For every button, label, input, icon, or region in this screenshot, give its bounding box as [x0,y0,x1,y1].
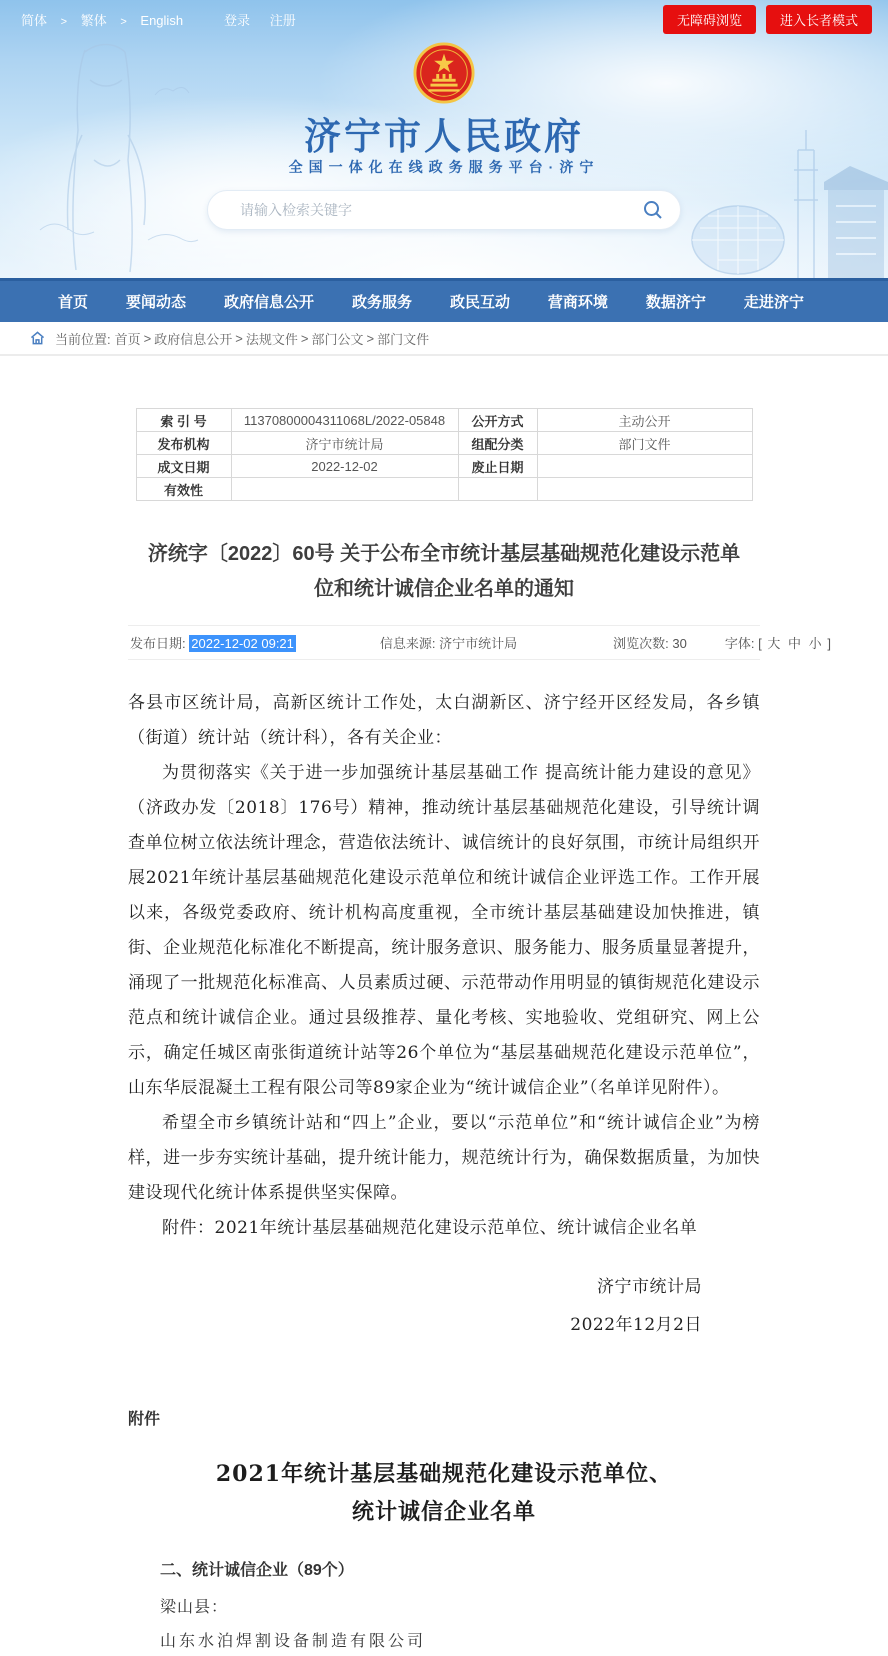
auth-links [216,10,304,29]
font-size-small-button[interactable]: 小 [808,636,822,651]
home-icon[interactable] [30,331,45,345]
table-row [136,432,752,455]
body-paragraph: 为贯彻落实《关于进一步加强统计基层基础工作 提高统计能力建设的意见》（济政办发〔2018〕176号）精神，推动统计基层基础规范化建设，引导统计调查单位树立依法统计理念，营造依法统计、诚信统计的良好氛围，市统计局组织开展2021年统计基层基础规范化建设示范单位和统计诚信企业评选工作。工作开展以来，各级党委政府、统计机构高度重视，全市统计基层基础建设加快推进，镇街、企业规范化标准化不断提高，统计服务意识、服务能力、服务质量显著提升，涌现了一批规范化标准高、人员素质过硬、示范带动作用明显的镇街规范化建设示范点和统计诚信企业。通过县级推荐、量化考核、实地验收、党组研究、网上公示，确定任城区南张街道统计站等26个单位为“基层基础规范化建设示范单位”，山东华辰混凝土工程有限公司等89家企业为“统计诚信企业”（名单详见附件）。 [128,763,760,1098]
breadcrumb-separator: > [366,330,375,346]
annex-title-line1: 2021年统计基层基础规范化建设示范单位、 [215,1461,673,1487]
font-size-large-button[interactable]: 大 [767,636,781,651]
main-nav [0,278,888,322]
font-size-control: 字体: [ 大 中 小 ] [724,636,831,651]
document-body [128,686,760,1344]
signature-date: 2022年12月2日 [570,1315,702,1335]
nav-item-business-env[interactable]: 营商环境 [547,294,608,311]
table-row [136,455,752,478]
issuing-agency-label: 发布机构 [136,432,231,455]
publish-date-value-selected: 2022-12-02 09:21 [191,636,294,651]
salutation-paragraph: 各县市区统计局，高新区统计工作处，太白湖新区、济宁经开区经发局，各乡镇（街道）统计站（统计科），各有关企业： [128,693,760,748]
info-source: 信息来源: 济宁市统计局 [379,636,518,651]
nav-item-about[interactable]: 走进济宁 [743,294,804,311]
font-size-medium-button[interactable]: 中 [788,636,802,651]
repeal-date-label: 废止日期 [458,455,537,478]
body-paragraph: 希望全市乡镇统计站和“四上”企业，要以“示范单位”和“统计诚信企业”为榜样，进一步夯实统计基础，提升统计能力，规范统计行为，确保数据质量，为加快建设现代化统计体系提供坚实保障。 [128,1113,760,1203]
lang-separator: > [120,15,127,28]
breadcrumb-item-dept-docs[interactable]: 部门公文 [311,331,364,347]
lang-traditional-link[interactable]: 繁体 [80,12,107,28]
login-link[interactable]: 登录 [224,12,251,28]
disclosure-method-value: 主动公开 [537,409,752,432]
site-banner [0,0,888,278]
register-link[interactable]: 注册 [269,12,296,28]
site-title: 济宁市人民政府 [304,116,584,157]
breadcrumb-item-regulations[interactable]: 法规文件 [245,331,298,347]
publish-date: 发布日期: 2022-12-02 09:21 [130,636,294,651]
nav-item-interaction[interactable]: 政民互动 [449,294,510,311]
table-row [136,409,752,432]
validity-label: 有效性 [136,478,231,501]
page-title: 济统字〔2022〕60号 关于公布全市统计基层基础规范化建设示范单位和统计诚信企业名单的通知 [147,543,741,600]
index-number-value: 11370800004311068L/2022-05848 [231,409,458,432]
document-content [128,408,831,1656]
signature-block [128,1268,760,1344]
language-switcher [16,10,188,29]
category-label: 组配分类 [458,432,537,455]
nav-item-news[interactable]: 要闻动态 [125,294,186,311]
breadcrumb-item-home[interactable]: 首页 [114,331,141,347]
view-count: 浏览次数: 30 [613,636,687,651]
breadcrumb [0,322,888,356]
lang-english-link[interactable]: English [140,12,184,28]
breadcrumb-separator: > [235,330,243,346]
repeal-date-value [537,455,752,478]
empty-cell [458,478,537,501]
attachment-reference: 附件：2021年统计基层基础规范化建设示范单位、统计诚信企业名单 [162,1218,698,1238]
annex-label: 附件 [128,1411,161,1428]
site-subtitle: 全国一体化在线政务服务平台·济宁 [288,159,600,175]
breadcrumb-label: 当前位置: [55,331,111,347]
search-icon[interactable] [642,199,664,221]
annex-section-heading: 二、统计诚信企业（89个） [160,1562,354,1579]
table-row [136,478,752,501]
article-meta-row [128,625,831,660]
search-input[interactable] [238,201,642,219]
nav-item-home[interactable]: 首页 [58,294,89,311]
index-number-label: 索 引 号 [136,409,231,432]
search-bar [207,190,681,230]
category-value: 部门文件 [537,432,752,455]
breadcrumb-separator: > [143,330,152,346]
elder-mode-button[interactable]: 进入长者模式 [766,5,872,34]
breadcrumb-separator: > [300,330,309,346]
issuing-agency-value: 济宁市统计局 [231,432,458,455]
document-meta-table [136,408,753,501]
issue-date-value: 2022-12-02 [231,455,458,478]
breadcrumb-item-dept-file[interactable]: 部门文件 [377,331,430,347]
nav-item-gov-info[interactable]: 政府信息公开 [223,294,314,311]
annex-title [128,1455,760,1531]
signature-organization: 济宁市统计局 [597,1277,702,1297]
validity-value [231,478,458,501]
accessibility-button[interactable]: 无障碍浏览 [663,5,756,34]
nav-item-services[interactable]: 政务服务 [351,294,412,311]
list-item-company: 山东水泊焊割设备制造有限公司 [160,1631,427,1650]
breadcrumb-item-gov-info[interactable]: 政府信息公开 [154,331,233,347]
empty-cell [537,478,752,501]
annex-title-line2: 统计诚信企业名单 [351,1499,536,1525]
nav-item-data[interactable]: 数据济宁 [645,294,706,311]
lang-separator: > [60,15,68,28]
disclosure-method-label: 公开方式 [458,409,537,432]
national-emblem-icon [413,42,475,109]
issue-date-label: 成文日期 [136,455,231,478]
top-utility-bar [0,0,888,38]
lang-simplified-link[interactable]: 简体 [21,12,48,28]
annex-county-heading: 梁山县： [160,1597,229,1616]
